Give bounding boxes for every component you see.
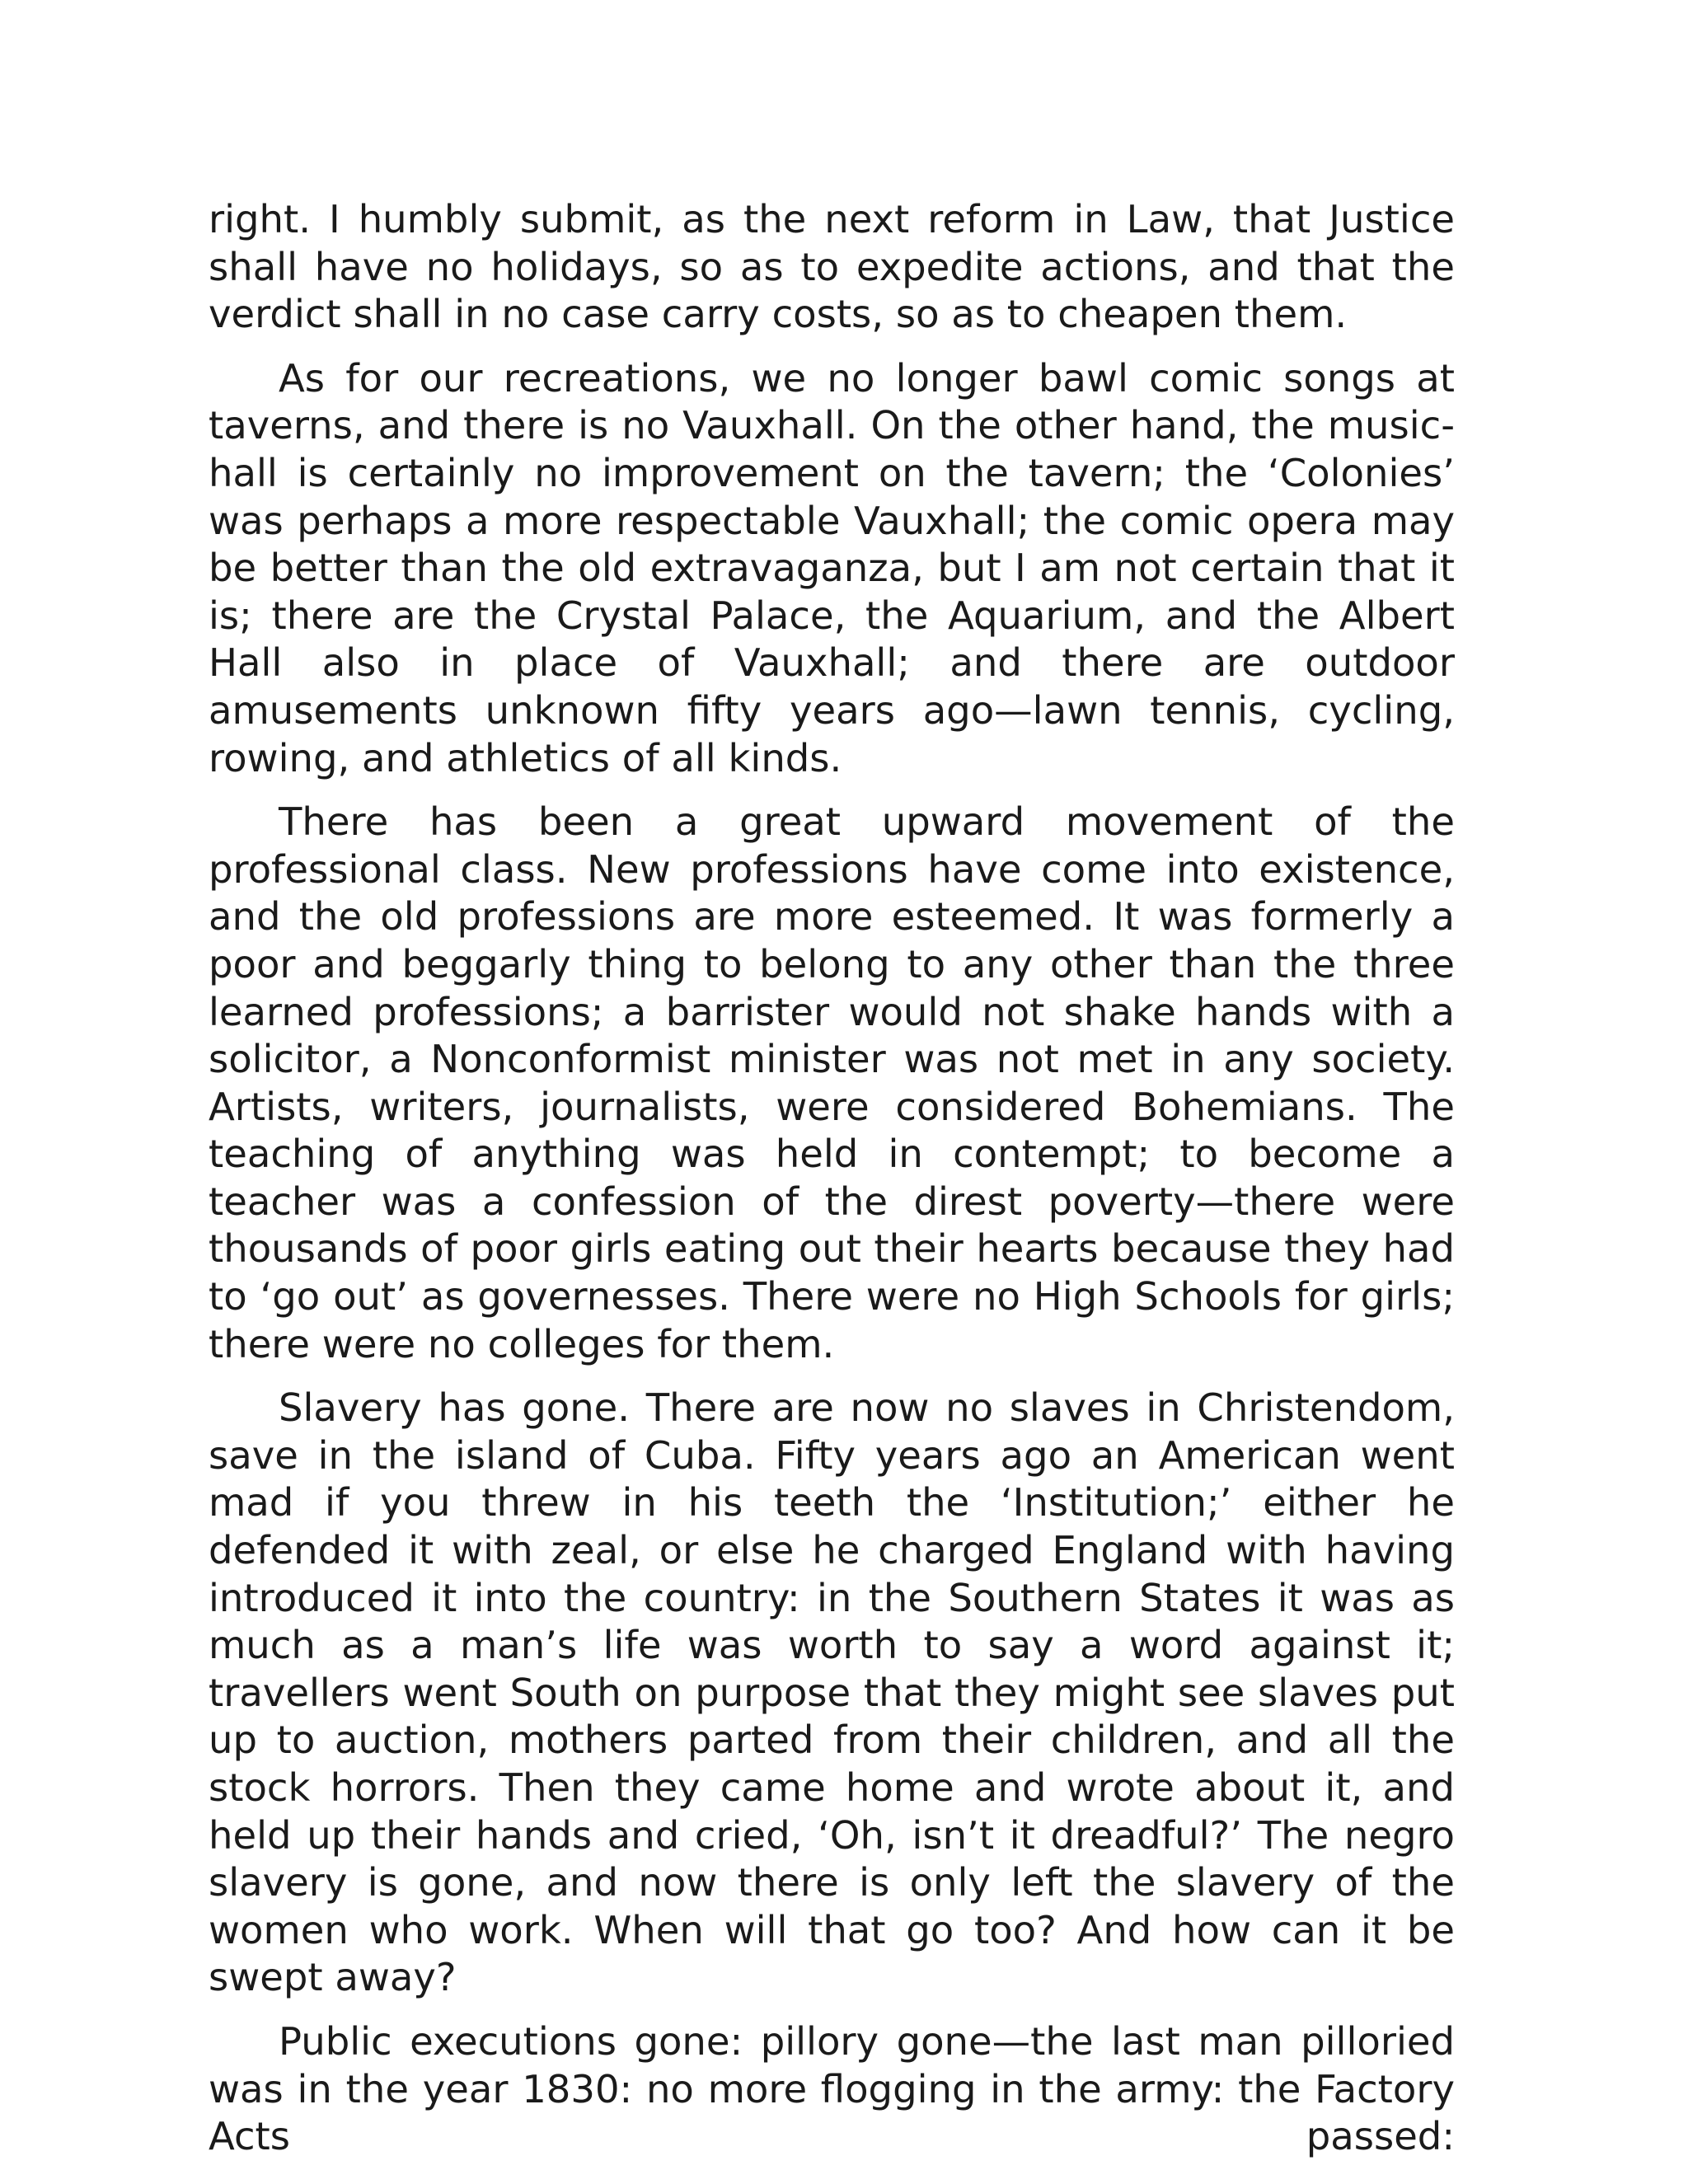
paragraph-professional-class: There has been a great upward movement of the professional class. New professions have come into existence, and the old professions are more esteemed. It was formerly a poor and beggarly thing to belong to any other than the three learned professions; a barrister would not shake hands with a solicitor, a Nonconformist minister was not met in any society. Artists, writers, journalists, were considered Bohemians. The teaching of anything was held in contempt; to become a teacher was a confession of the direst poverty—there were thousands of poor girls eating out their hearts because they had to ‘go out’ as governesses. There were no High Schools for girls; there were no colleges for them. [209, 799, 1455, 1366]
paragraph-slavery: Slavery has gone. There are now no slaves in Christendom, save in the island of Cuba. Fifty years ago an American went mad if you threw in his teeth the ‘Institution;’ either he defended it with zeal, or else he charged England with having introduced it into the country: in the Southern States it was as much as a man’s life was worth to say a word against it; travellers went South on purpose that they might see slaves put up to auction, mothers parted from their children, and all the stock horrors. Then they came home and wrote about it, and held up their hands and cried, ‘Oh, isn’t it dreadful?’ The negro slavery is gone, and now there is only left the slavery of the women who work. When will that go too? And how can it be swept away? [209, 1385, 1455, 2000]
paragraph-recreations: As for our recreations, we no longer bawl comic songs at taverns, and there is no Vauxhall. On the other hand, the music-hall is certainly no improvement on the tavern; the ‘Colonies’ was perhaps a more respectable Vauxhall; the comic opera may be better than the old extravaganza, but I am not certain that it is; there are the Crystal Palace, the Aquarium, and the Albert Hall also in place of Vauxhall; and there are outdoor amusements unknown fifty years ago—lawn tennis, cycling, rowing, and athletics of all kinds. [209, 355, 1455, 780]
paragraph-public-executions: Public executions gone: pillory gone—the last man pilloried was in the year 1830: no more flogging in the army: the Factory Acts passed: [209, 2018, 1455, 2159]
paragraph-law-reform: right. I humbly submit, as the next reform in Law, that Justice shall have no holidays, so as to expedite actions, and that the verdict shall in no case carry costs, so as to cheapen them. [209, 197, 1455, 337]
page-body [209, 196, 1455, 2161]
